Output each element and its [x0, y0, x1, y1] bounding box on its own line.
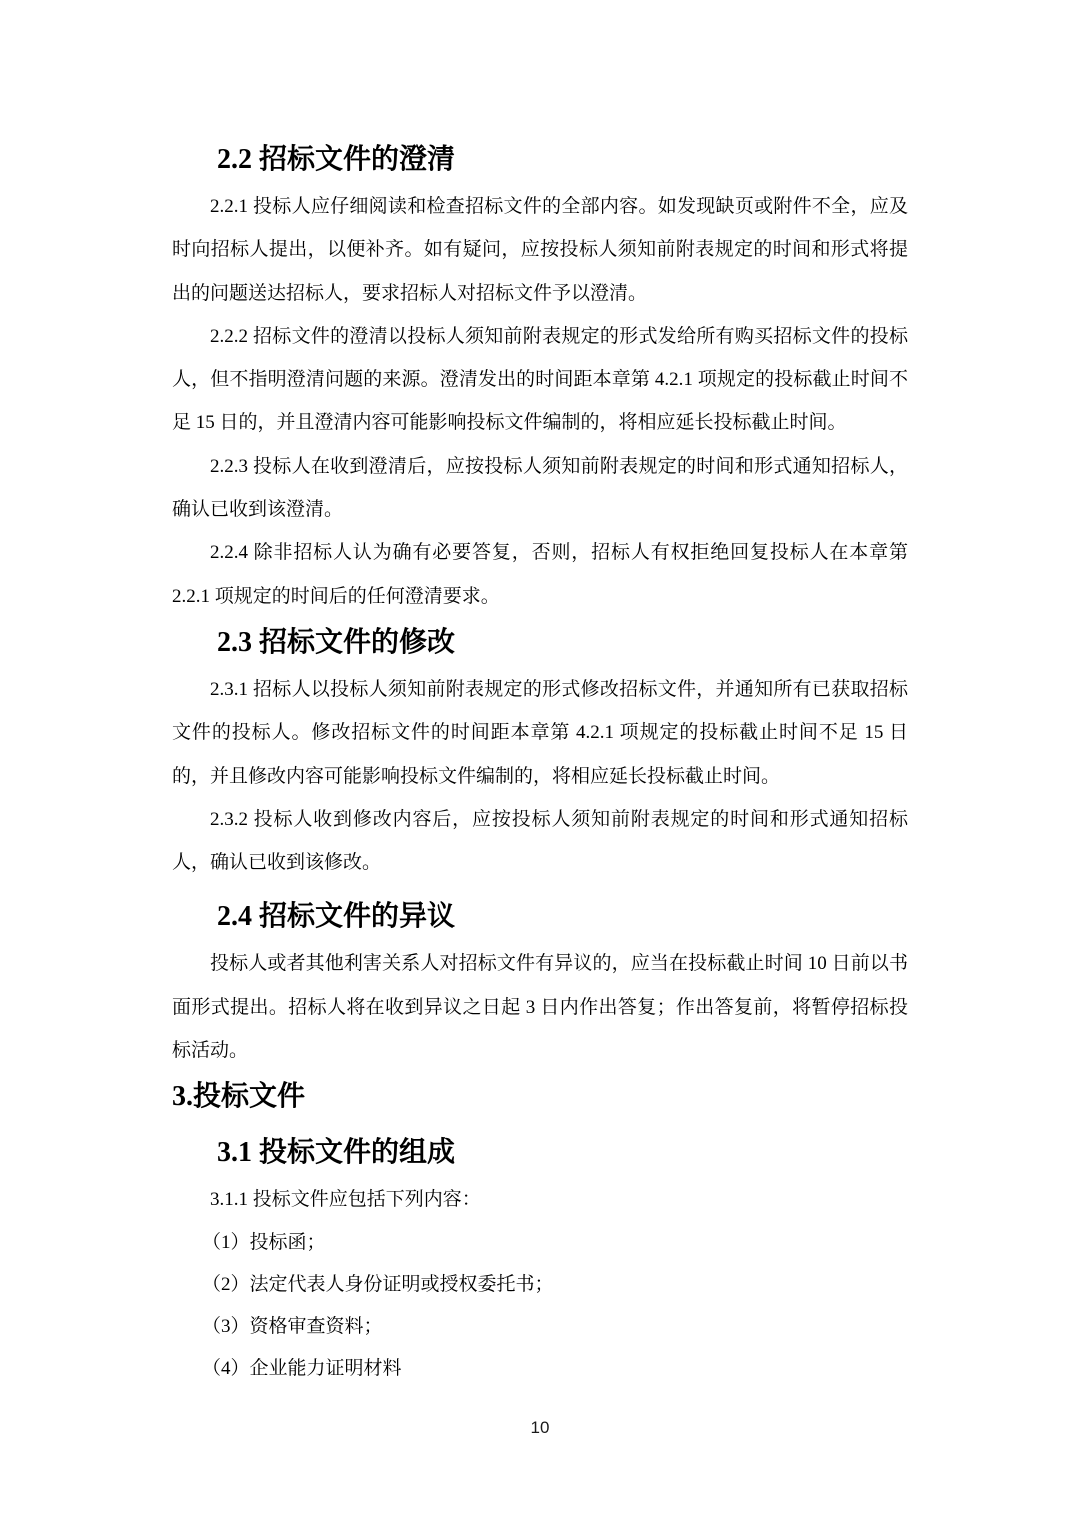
page-number: 10 — [530, 1418, 550, 1437]
paragraph-2-2-4: 2.2.4 除非招标人认为确有必要答复，否则，招标人有权拒绝回复投标人在本章第 2.2.1 项规定的时间后的任何澄清要求。 — [172, 542, 908, 607]
list-item-2: （2）法定代表人身份证明或授权委托书； — [202, 1273, 554, 1295]
section-heading-2-2: 2.2 招标文件的澄清 — [217, 144, 456, 175]
paragraph-2-4: 投标人或者其他利害关系人对招标文件有异议的，应当在投标截止时间 10 日前以书面形式提出。招标人将在收到异议之日起 3 日内作出答复；作出答复前，将暂停招标投标活动。 — [172, 953, 908, 1062]
list-item-1: （1）投标函； — [202, 1231, 326, 1253]
list-item-4: （4）企业能力证明材料 — [202, 1357, 402, 1379]
paragraph-2-2-1: 2.2.1 投标人应仔细阅读和检查招标文件的全部内容。如发现缺页或附件不全，应及时向招标人提出，以便补齐。如有疑问，应按投标人须知前附表规定的时间和形式将提出的问题送达招标人，要求招标人对招标文件予以澄清。 — [172, 196, 908, 304]
section-heading-2-4: 2.4 招标文件的异议 — [217, 901, 456, 933]
bid-document-components-list — [172, 1222, 908, 1390]
paragraph-2-3-2: 2.3.2 投标人收到修改内容后，应按投标人须知前附表规定的时间和形式通知招标人，确认已收到该修改。 — [172, 808, 908, 874]
section-heading-3-1: 3.1 投标文件的组成 — [217, 1137, 456, 1169]
paragraph-2-3-1: 2.3.1 招标人以投标人须知前附表规定的形式修改招标文件，并通知所有已获取招标文件的投标人。修改招标文件的时间距本章第 4.2.1 项规定的投标截止时间不足 15 日的，并且修改内容可能影响投标文件编制的，将相应延长投标截止时间。 — [172, 678, 908, 787]
list-item-3: （3）资格审查资料； — [202, 1315, 383, 1337]
section-heading-2-3: 2.3 招标文件的修改 — [217, 626, 456, 658]
paragraph-2-2-2: 2.2.2 招标文件的澄清以投标人须知前附表规定的形式发给所有购买招标文件的投标人，但不指明澄清问题的来源。澄清发出的时间距本章第 4.2.1 项规定的投标截止时间不足 15 日的，并且澄清内容可能影响投标文件编制的，将相应延长投标截止时间。 — [172, 325, 908, 434]
paragraph-3-1-1: 3.1.1 投标文件应包括下列内容： — [210, 1189, 481, 1211]
page-content — [172, 0, 908, 1390]
chapter-heading-3: 3.投标文件 — [172, 1081, 306, 1113]
paragraph-2-2-3: 2.2.3 投标人在收到澄清后，应按投标人须知前附表规定的时间和形式通知招标人，确认已收到该澄清。 — [172, 455, 908, 521]
